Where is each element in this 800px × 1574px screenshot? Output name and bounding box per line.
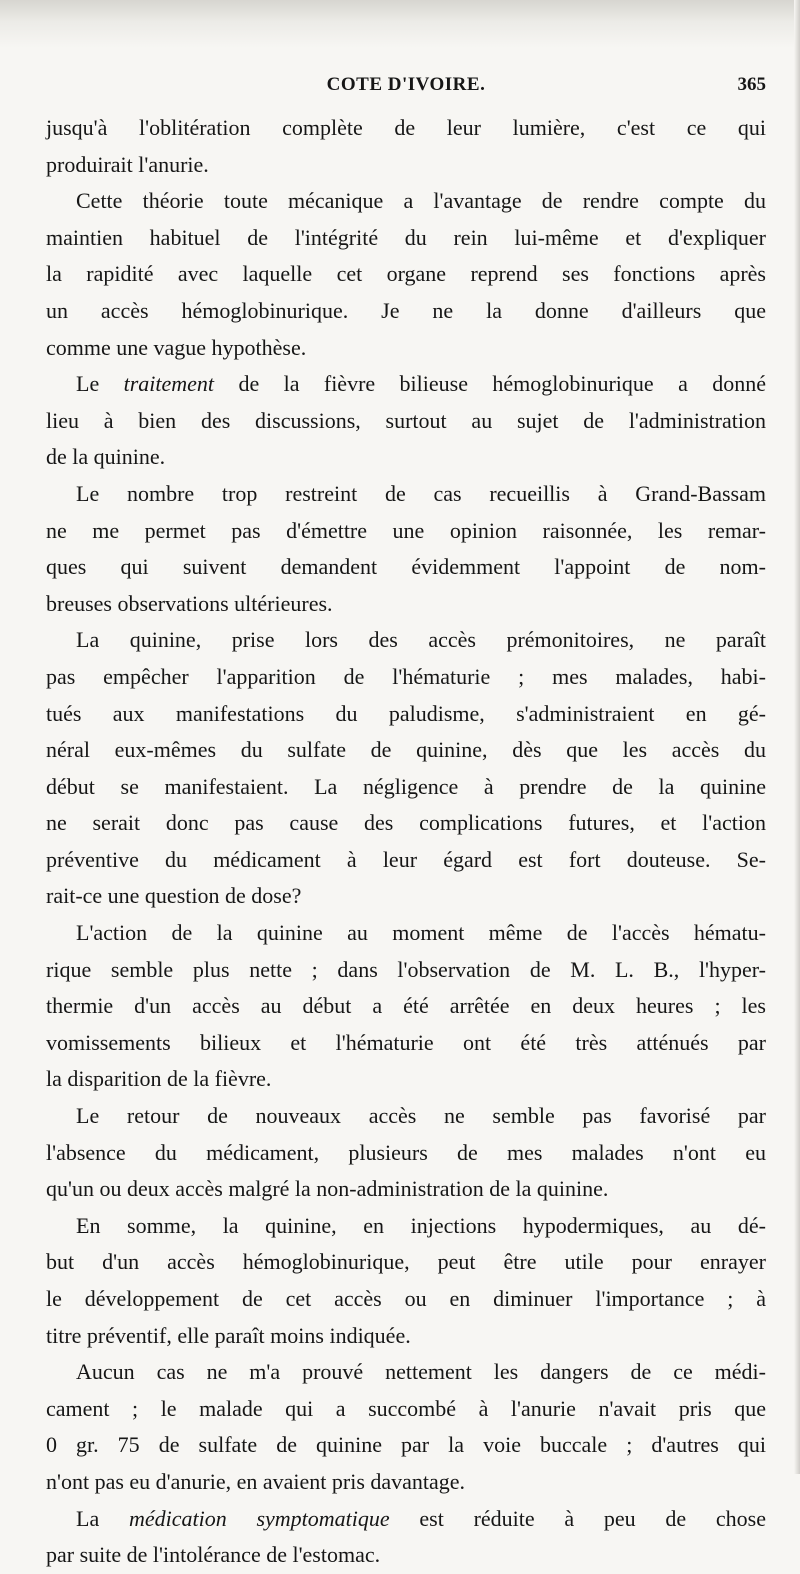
text-line: la disparition de la fièvre. [46, 1066, 272, 1092]
text-line: Aucun cas ne m'a prouvé nettement les dangers de ce médi- [76, 1359, 766, 1385]
text-line: Le retour de nouveaux accès ne semble pas favorisé par [76, 1103, 766, 1129]
paragraph [46, 110, 766, 183]
text-line: préventive du médicament à leur égard est fort douteuse. Se- [46, 846, 766, 872]
text-line: par suite de l'intolérance de l'estomac. [46, 1542, 381, 1568]
text-line: maintien habituel de l'intégrité du rein lui-même et d'expliquer [46, 224, 766, 250]
text-line: En somme, la quinine, en injections hypodermiques, au dé- [76, 1212, 766, 1238]
paragraph [46, 1501, 766, 1574]
paragraph [46, 366, 766, 476]
text-line [46, 1501, 766, 1538]
text-line: un accès hémoglobinurique. Je ne la donne d'ailleurs que [46, 297, 766, 323]
paragraph [46, 1354, 766, 1500]
page-edge-shadow [794, 0, 800, 1474]
text-line: la rapidité avec laquelle cet organe reprend ses fonctions après [46, 261, 766, 287]
page-number: 365 [737, 74, 766, 95]
text-line: lieu à bien des discussions, surtout au sujet de l'administration [46, 407, 766, 433]
text-line: ques qui suivent demandent évidemment l'appoint de nom- [46, 554, 766, 580]
running-head [46, 74, 766, 100]
text-line: pas empêcher l'apparition de l'hématurie ; mes malades, habi- [46, 663, 766, 689]
text-fragment: Le [76, 371, 124, 397]
paragraph [46, 1098, 766, 1208]
text-line: qu'un ou deux accès malgré la non-administration de la quinine. [46, 1176, 609, 1202]
text-line: L'action de la quinine au moment même de l'accès hématu- [76, 920, 766, 946]
paragraph [46, 622, 766, 915]
text-line: début se manifestaient. La négligence à prendre de la quinine [46, 773, 766, 799]
paragraph [46, 915, 766, 1098]
paragraph [46, 1208, 766, 1354]
text-line: La quinine, prise lors des accès prémonitoires, ne paraît [76, 627, 766, 653]
text-line [46, 366, 766, 403]
text-line: thermie d'un accès au début a été arrêtée en deux heures ; les [46, 993, 766, 1019]
text-line: ne me permet pas d'émettre une opinion raisonnée, les remar- [46, 517, 766, 543]
text-line: l'absence du médicament, plusieurs de mes malades n'ont eu [46, 1139, 766, 1165]
text-line: Le nombre trop restreint de cas recueillis à Grand-Bassam [76, 480, 766, 506]
text-fragment: de la fièvre bilieuse hémoglobinurique a donné [214, 371, 767, 397]
text-fragment: est réduite à peu de chose [389, 1505, 767, 1531]
text-line: titre préventif, elle paraît moins indiquée. [46, 1322, 411, 1348]
text-line: breuses observations ultérieures. [46, 590, 333, 616]
text-line: but d'un accès hémoglobinurique, peut être utile pour enrayer [46, 1249, 766, 1275]
text-line: tués aux manifestations du paludisme, s'administraient en gé- [46, 700, 766, 726]
paragraph [46, 183, 766, 366]
text-line: comme une vague hypothèse. [46, 334, 307, 360]
body-text [46, 110, 766, 1574]
italic-term: traitement [123, 371, 215, 397]
paragraph [46, 476, 766, 622]
text-line: Cette théorie toute mécanique a l'avantage de rendre compte du [76, 188, 766, 214]
italic-term: médication symptomatique [128, 1505, 390, 1531]
text-line: rique semble plus nette ; dans l'observation de M. L. B., l'hyper- [46, 956, 766, 982]
text-line: rait-ce une question de dose? [46, 883, 302, 909]
text-line: cament ; le malade qui a succombé à l'anurie n'avait pris que [46, 1395, 766, 1421]
text-line: n'ont pas eu d'anurie, en avaient pris davantage. [46, 1468, 466, 1494]
text-line: ne serait donc pas cause des complications futures, et l'action [46, 810, 766, 836]
text-line: vomissements bilieux et l'hématurie ont été très atténués par [46, 1029, 766, 1055]
text-fragment: La [76, 1505, 129, 1531]
text-line: le développement de cet accès ou en diminuer l'importance ; à [46, 1286, 766, 1311]
text-line: néral eux-mêmes du sulfate de quinine, dès que les accès du [46, 737, 766, 763]
text-line: 0 gr. 75 de sulfate de quinine par la voie buccale ; d'autres qui [46, 1432, 766, 1458]
text-line: produirait l'anurie. [46, 151, 209, 177]
text-line: jusqu'à l'oblitération complète de leur lumière, c'est ce qui [46, 115, 766, 140]
running-head-title: COTE D'IVOIRE. [326, 74, 486, 95]
text-line: de la quinine. [46, 444, 166, 470]
